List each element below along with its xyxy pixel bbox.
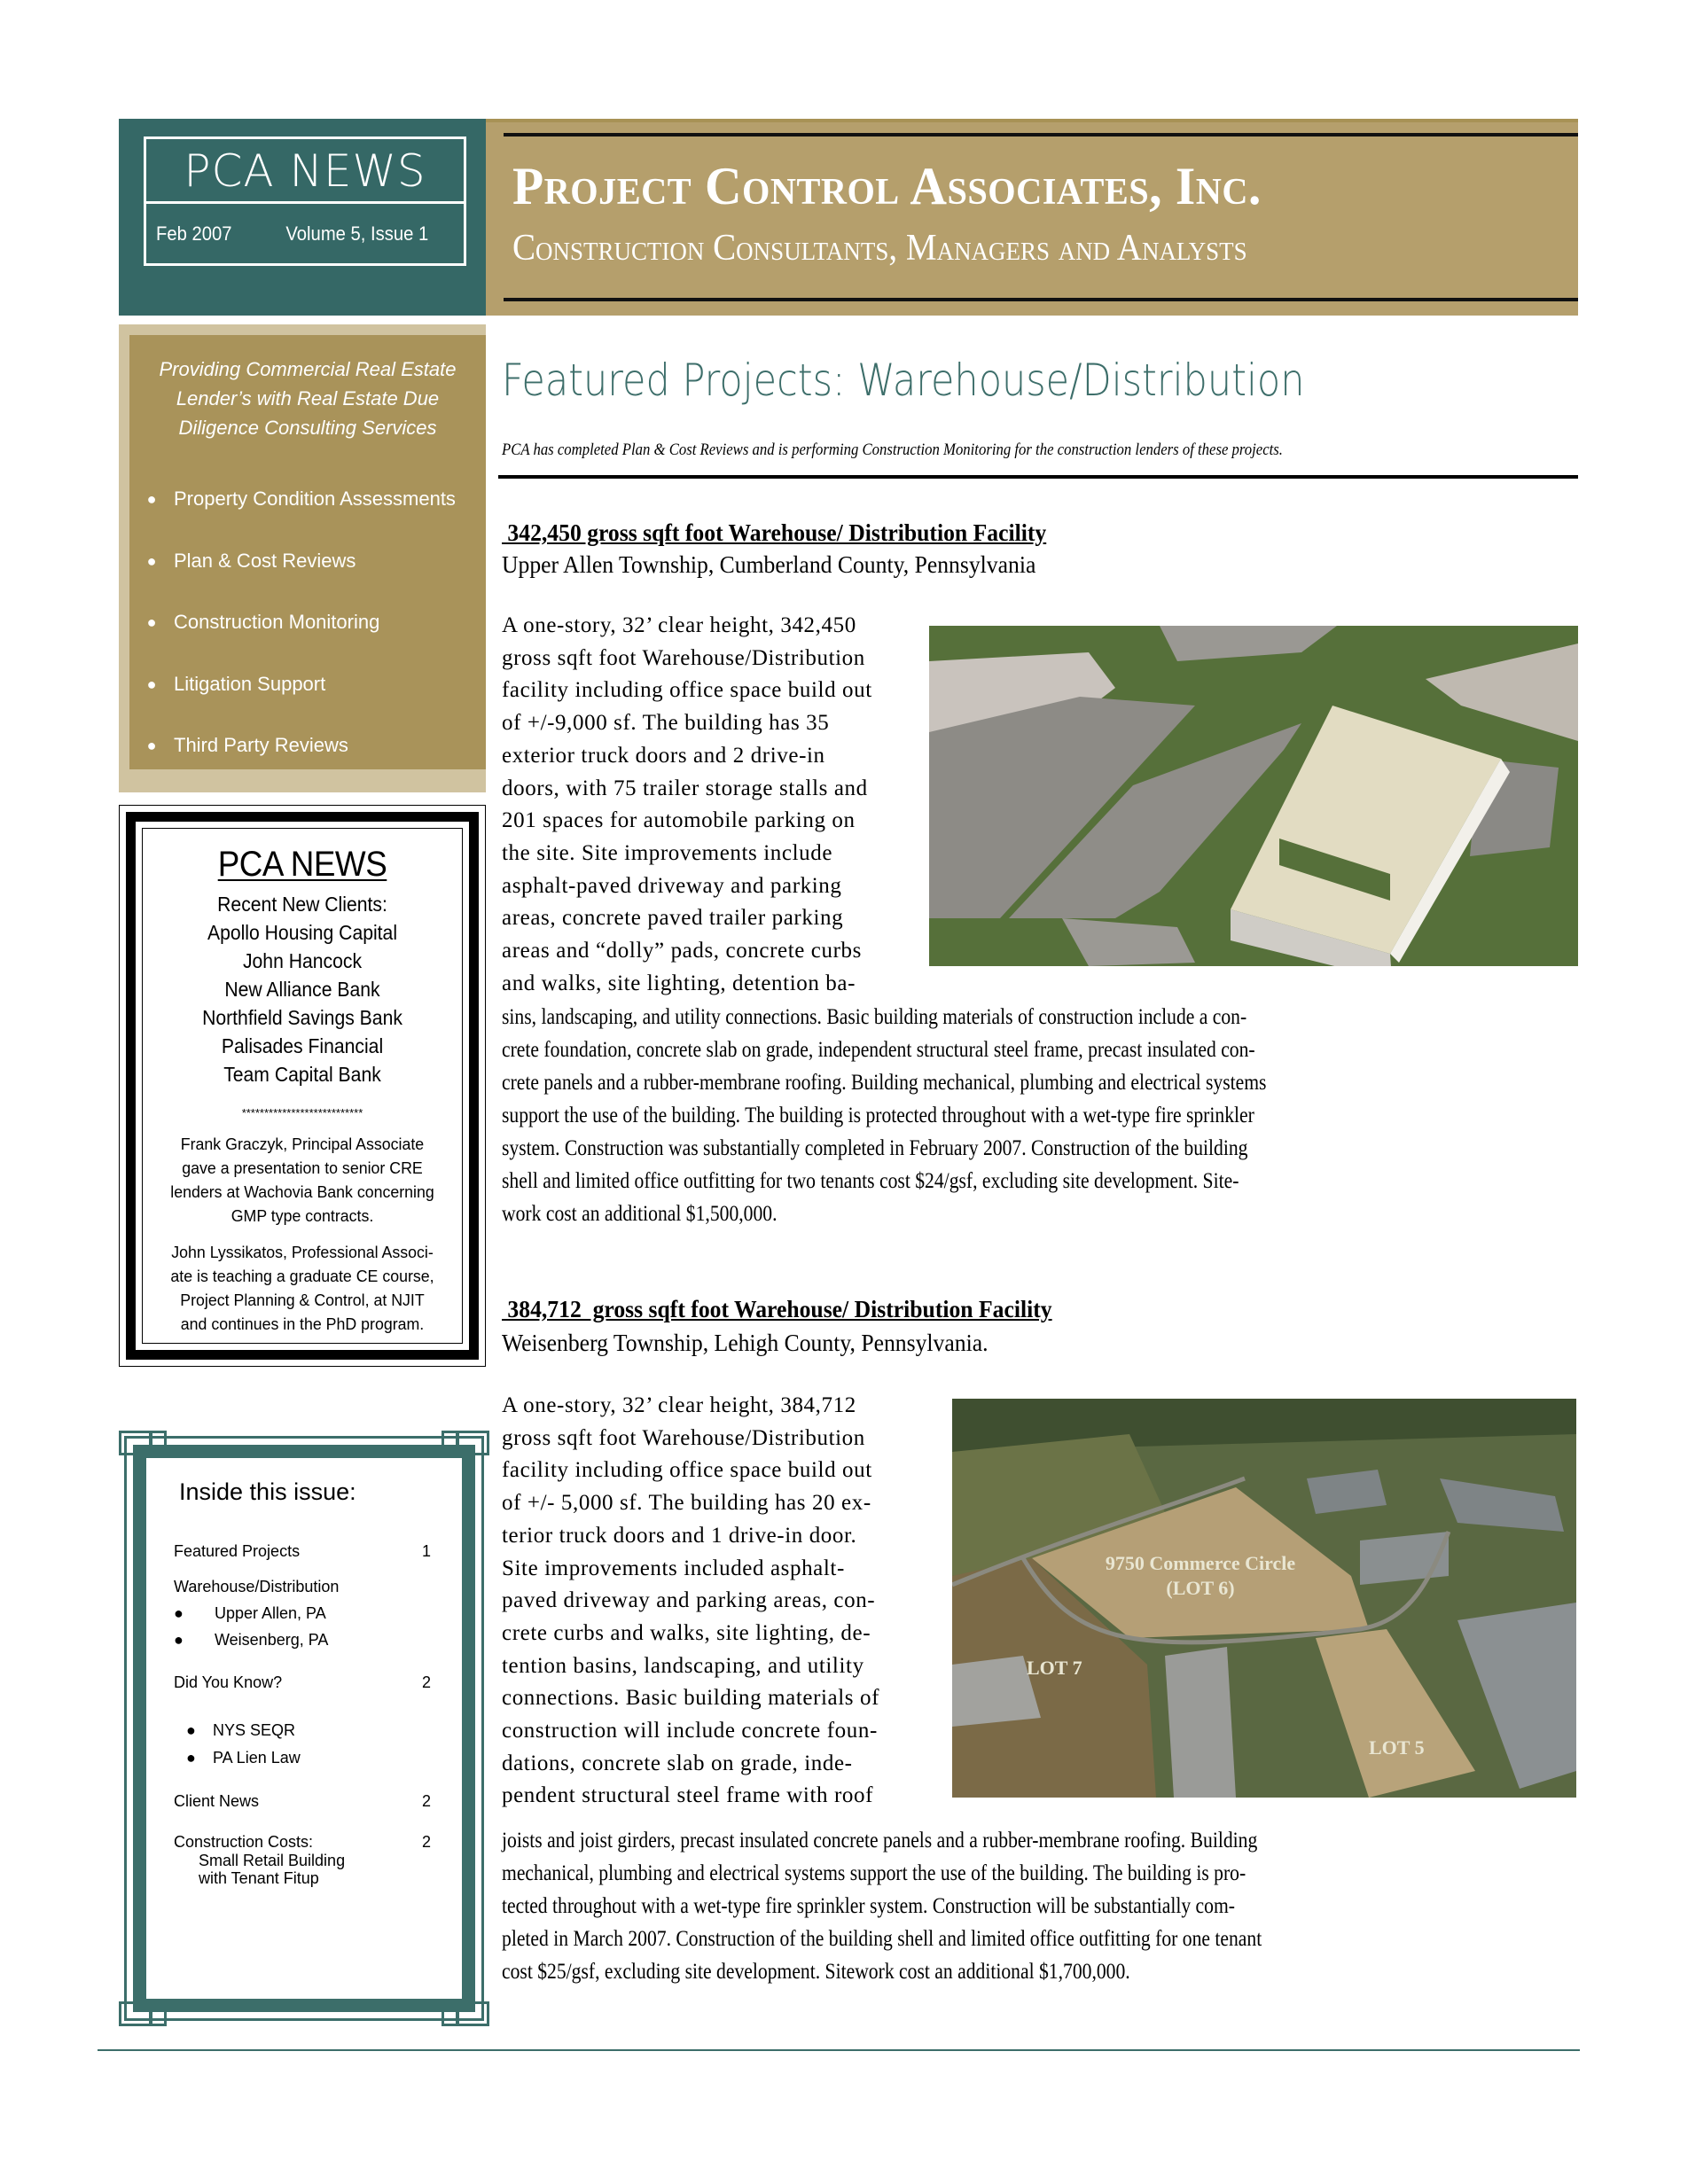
- text-line: A one-story, 32’ clear height, 342,450: [502, 613, 856, 637]
- text-line: crete panels and a rubber-membrane roofing. Building mechanical, plumbing and electrical systems: [502, 1071, 1267, 1095]
- company-tagline: Construction Consultants, Managers and Analysts: [512, 228, 1247, 269]
- text-line: cost $25/gsf, excluding site development. Sitework cost an additional $1,700,000.: [502, 1960, 1130, 1984]
- project-description: [502, 1390, 918, 1813]
- bullet-icon: ●: [174, 1631, 184, 1649]
- bullet-icon: ●: [174, 1604, 184, 1622]
- text-line: mechanical, plumbing and electrical systems support the use of the building. The building is pro-: [502, 1861, 1246, 1885]
- services-slogan: [137, 355, 479, 442]
- text-line: gross sqft foot Warehouse/Distribution: [502, 1425, 865, 1450]
- text-line: Site improvements included asphalt-: [502, 1556, 845, 1580]
- photo-label-lot6: [1050, 1551, 1351, 1601]
- company-banner: [486, 119, 1578, 316]
- aerial-rendering-image: [929, 626, 1578, 966]
- photo-label-line: 9750 Commerce Circle: [1105, 1552, 1296, 1574]
- text-line: of +/- 5,000 sf. The building has 20 ex-: [502, 1491, 871, 1516]
- toc-entry-client-news[interactable]: [174, 1791, 449, 1811]
- bullet-icon: ●: [186, 1749, 196, 1767]
- project-location: Upper Allen Township, Cumberland County, Pennsylvania: [502, 551, 1036, 578]
- toc-subitem-label: Weisenberg, PA: [215, 1631, 329, 1649]
- text-line: pleted in March 2007. Construction of the building shell and limited office outfitting for one tenant: [502, 1927, 1262, 1951]
- toc-entry-page: 2: [422, 1792, 432, 1810]
- text-line: construction will include concrete foun-: [502, 1719, 878, 1743]
- toc-entry-did-you-know[interactable]: [174, 1673, 449, 1692]
- photo-label-lot7: LOT 7: [1027, 1657, 1082, 1679]
- project-description-continued: [502, 1001, 1578, 1230]
- news-line: and continues in the PhD program.: [180, 1314, 425, 1333]
- table-of-contents: [124, 1436, 484, 2021]
- text-line: terior truck doors and 1 drive-in door.: [502, 1523, 857, 1548]
- section-intro: PCA has completed Plan & Cost Reviews and is performing Construction Monitoring for the construction lenders of these projects.: [502, 441, 1283, 459]
- toc-entry-page: 2: [422, 1673, 432, 1691]
- bullet-icon: ●: [186, 1721, 196, 1739]
- toc-subitem[interactable]: [174, 1600, 449, 1626]
- text-line: doors, with 75 trailer storage stalls and: [502, 776, 868, 800]
- service-item: [129, 671, 456, 733]
- clients-label: Recent New Clients:: [217, 893, 387, 916]
- toc-entry-construction-costs[interactable]: [174, 1832, 449, 1852]
- client-name: Team Capital Bank: [223, 1063, 381, 1086]
- news-line: Frank Graczyk, Principal Associate: [180, 1135, 425, 1153]
- news-separator: ***************************: [241, 1106, 363, 1119]
- project-description-continued: [502, 1824, 1578, 1988]
- section-rule: [498, 475, 1578, 479]
- toc-corner-ornament: [149, 1431, 167, 1455]
- text-line: connections. Basic building materials of: [502, 1686, 879, 1711]
- toc-corner-ornament: [442, 1431, 459, 1455]
- news-box-frame: [126, 812, 479, 1360]
- news-line: John Lyssikatos, Professional Associ-: [171, 1243, 434, 1261]
- toc-subheading: Warehouse/Distribution: [174, 1578, 340, 1595]
- text-line: the site. Site improvements include: [502, 840, 833, 865]
- banner-top-rule: [504, 133, 1578, 136]
- text-line: exterior truck doors and 2 drive-in: [502, 743, 825, 768]
- bullet-icon: ●: [146, 675, 157, 693]
- text-line: shell and limited office outfitting for two tenants cost $24/gsf, excluding site development. Site-: [502, 1169, 1239, 1193]
- text-line: facility including office space build out: [502, 1458, 872, 1483]
- project-location: Weisenberg Township, Lehigh County, Pennsylvania.: [502, 1330, 989, 1356]
- toc-entry-label: Client News: [174, 1792, 260, 1810]
- toc-entry-page: 1: [422, 1542, 432, 1560]
- text-line: dations, concrete slab on grade, inde-: [502, 1751, 853, 1775]
- toc-subitem-label: Upper Allen, PA: [215, 1604, 326, 1622]
- text-line: sins, landscaping, and utility connections. Basic building materials of construction include a con-: [502, 1005, 1247, 1029]
- news-paragraph: [149, 1132, 456, 1228]
- newsletter-nameplate: [144, 136, 466, 266]
- toc-subitem-label: PA Lien Law: [213, 1749, 301, 1767]
- issue-date: Feb 2007: [156, 222, 232, 245]
- service-label: Property Condition Assessments: [174, 488, 456, 510]
- text-line: facility including office space build out: [502, 678, 872, 703]
- slogan-line: Providing Commercial Real Estate: [159, 358, 457, 380]
- news-line: Project Planning & Control, at NJIT: [180, 1291, 425, 1309]
- toc-entry-label: Featured Projects: [174, 1542, 301, 1560]
- client-name: Palisades Financial: [221, 1034, 384, 1057]
- news-line: lenders at Wachovia Bank concerning: [170, 1182, 434, 1201]
- services-panel: [119, 324, 486, 792]
- toc-subitem[interactable]: [174, 1744, 449, 1772]
- service-label: Litigation Support: [174, 672, 326, 695]
- project-description: [502, 610, 918, 1000]
- news-line: gave a presentation to senior CRE: [182, 1158, 423, 1177]
- news-title: PCA NEWS: [217, 845, 387, 884]
- toc-corner-ornament: [456, 1431, 489, 1455]
- text-line: A one-story, 32’ clear height, 384,712: [502, 1393, 856, 1417]
- news-line: GMP type contracts.: [231, 1206, 374, 1225]
- text-line: and walks, site lighting, detention ba-: [502, 971, 856, 995]
- toc-corner-ornament: [119, 1431, 152, 1455]
- text-line: tention basins, landscaping, and utility: [502, 1653, 864, 1678]
- services-panel-inner: [129, 335, 486, 769]
- news-line: ate is teaching a graduate CE course,: [170, 1267, 434, 1285]
- text-line: system. Construction was substantially completed in February 2007. Construction of the building: [502, 1136, 1248, 1160]
- bullet-icon: ●: [146, 613, 157, 631]
- client-name: Apollo Housing Capital: [207, 921, 398, 944]
- company-name: Project Control Associates, Inc.: [512, 157, 1262, 215]
- photo-label-lot5: LOT 5: [1369, 1736, 1425, 1759]
- text-line: joists and joist girders, precast insulated concrete panels and a rubber-membrane roofing. Building: [502, 1829, 1258, 1852]
- client-name: New Alliance Bank: [224, 978, 380, 1001]
- service-item: [129, 548, 456, 610]
- photo-label-line: (LOT 6): [1166, 1577, 1235, 1599]
- bullet-icon: ●: [146, 490, 157, 508]
- text-line: areas, concrete paved trailer parking: [502, 906, 844, 931]
- toc-corner-ornament: [149, 2001, 167, 2026]
- service-label: Construction Monitoring: [174, 611, 380, 633]
- news-paragraph: [149, 1240, 456, 1336]
- section-heading: Featured Projects: Warehouse/Distribution: [502, 355, 1305, 406]
- text-line: asphalt-paved driveway and parking: [502, 873, 842, 898]
- text-line: of +/-9,000 sf. The building has 35: [502, 711, 830, 736]
- text-line: work cost an additional $1,500,000.: [502, 1202, 778, 1226]
- slogan-line: Lender’s with Real Estate Due: [176, 387, 440, 410]
- text-line: crete foundation, concrete slab on grade, independent structural steel frame, precast insulated con-: [502, 1038, 1255, 1062]
- newsletter-name: PCA NEWS: [146, 139, 464, 204]
- service-item: [129, 732, 456, 794]
- text-line: paved driveway and parking areas, con-: [502, 1588, 876, 1613]
- text-line: tected throughout with a wet-type fire sprinkler system. Construction will be substantially com-: [502, 1894, 1235, 1918]
- text-line: support the use of the building. The building is protected throughout with a wet-type fire sprinkler: [502, 1104, 1254, 1127]
- toc-corner-ornament: [456, 2001, 489, 2026]
- text-line: 201 spaces for automobile parking on: [502, 808, 856, 833]
- toc-entry-label: Did You Know?: [174, 1673, 283, 1691]
- toc-entry-page: 2: [422, 1833, 432, 1851]
- toc-content: [174, 1478, 449, 1887]
- client-name: John Hancock: [242, 949, 363, 972]
- service-label: Third Party Reviews: [174, 734, 348, 756]
- project-photo-site: [952, 1399, 1576, 1798]
- toc-corner-ornament: [119, 2001, 152, 2026]
- toc-subitem[interactable]: [174, 1626, 449, 1653]
- client-name: Northfield Savings Bank: [202, 1006, 402, 1029]
- services-list: [129, 486, 456, 794]
- banner-bottom-rule: [504, 298, 1578, 301]
- footer-rule: [98, 2049, 1580, 2051]
- service-item: [129, 609, 456, 671]
- toc-entry-subline: Small Retail Building: [199, 1852, 346, 1869]
- service-label: Plan & Cost Reviews: [174, 549, 356, 572]
- project-title: 342,450 gross sqft foot Warehouse/ Distribution Facility: [502, 519, 1047, 546]
- toc-entry-label: Construction Costs:: [174, 1833, 314, 1851]
- volume-issue: Volume 5, Issue 1: [285, 222, 429, 245]
- text-line: areas and “dolly” pads, concrete curbs: [502, 939, 862, 963]
- toc-subitem[interactable]: [174, 1717, 449, 1744]
- toc-title: Inside this issue:: [179, 1478, 356, 1505]
- project-photo-warehouse: [929, 626, 1578, 966]
- service-item: [129, 486, 456, 548]
- project-title: 384,712 gross sqft foot Warehouse/ Distribution Facility: [502, 1296, 1052, 1322]
- newsletter-masthead: [119, 119, 486, 316]
- toc-subitem-label: NYS SEQR: [213, 1721, 296, 1739]
- news-box: [119, 805, 486, 1367]
- bullet-icon: ●: [146, 737, 157, 754]
- text-line: gross sqft foot Warehouse/Distribution: [502, 645, 865, 670]
- toc-entry-subline: with Tenant Fitup: [199, 1869, 319, 1887]
- bullet-icon: ●: [146, 551, 157, 570]
- slogan-line: Diligence Consulting Services: [178, 417, 437, 439]
- toc-entry-featured[interactable]: [174, 1541, 449, 1561]
- news-box-content: [142, 828, 463, 1344]
- text-line: crete curbs and walks, site lighting, de-: [502, 1620, 871, 1645]
- toc-corner-ornament: [442, 2001, 459, 2026]
- text-line: pendent structural steel frame with roof: [502, 1783, 873, 1808]
